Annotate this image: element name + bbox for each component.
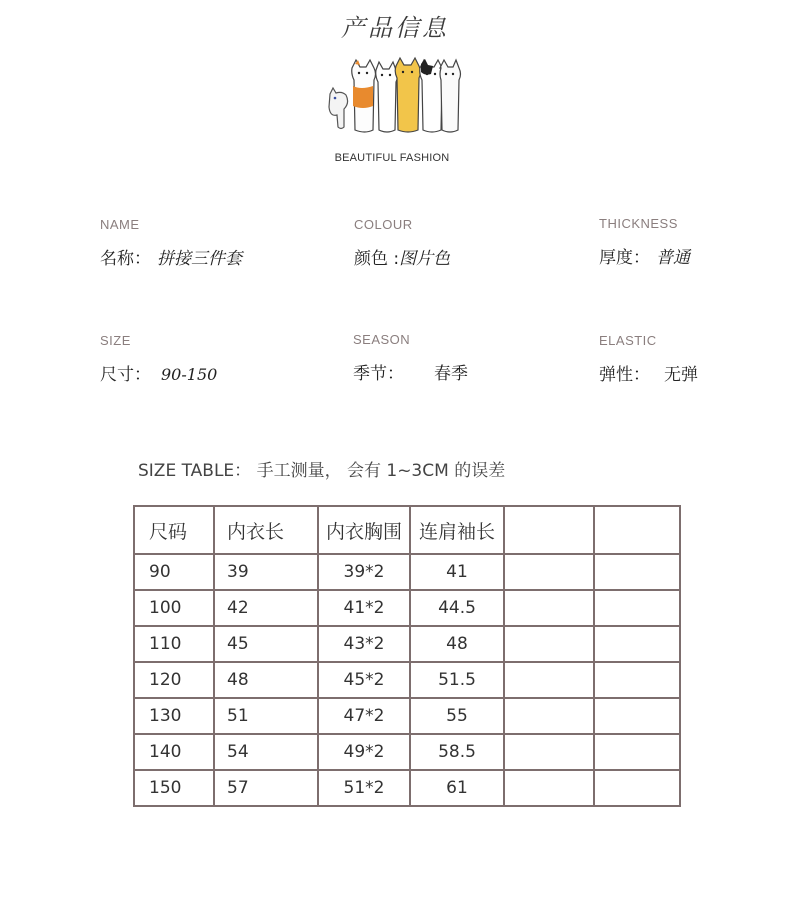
header-cell: 内衣胸围 [318, 506, 410, 554]
table-cell: 55 [410, 698, 504, 734]
info-colour-value: 图片色 [399, 249, 451, 269]
info-thickness-value: 普通 [656, 248, 690, 268]
table-cell: 140 [134, 734, 214, 770]
info-elastic [599, 333, 698, 385]
table-cell: 43*2 [318, 626, 410, 662]
table-row [134, 590, 680, 626]
header-cell [504, 506, 594, 554]
info-colour-key: 颜色 : [354, 249, 400, 269]
table-cell [504, 626, 594, 662]
table-cell: 100 [134, 590, 214, 626]
table-cell: 44.5 [410, 590, 504, 626]
info-name-label: NAME [100, 217, 140, 232]
table-cell [594, 770, 680, 806]
table-cell [594, 554, 680, 590]
info-thickness-label: THICKNESS [599, 216, 678, 231]
table-cell [594, 662, 680, 698]
table-cell [594, 590, 680, 626]
table-row [134, 626, 680, 662]
page-title: 产品信息 [341, 14, 449, 42]
info-name-key: 名称： [100, 249, 151, 269]
table-cell [504, 554, 594, 590]
table-cell: 51 [214, 698, 318, 734]
size-table [133, 505, 681, 807]
table-cell [504, 590, 594, 626]
table-cell: 110 [134, 626, 214, 662]
table-row [134, 770, 680, 806]
info-size-value: 90-150 [161, 365, 218, 384]
table-cell: 51*2 [318, 770, 410, 806]
header-cell [594, 506, 680, 554]
info-colour [354, 217, 450, 269]
info-colour-label: COLOUR [354, 217, 413, 232]
info-size [100, 333, 217, 385]
header-cell: 连肩袖长 [410, 506, 504, 554]
info-name-value: 拼接三件套 [157, 249, 242, 269]
info-thickness-key: 厚度： [599, 248, 650, 268]
table-row [134, 734, 680, 770]
brand-logo [322, 56, 462, 168]
table-cell: 42 [214, 590, 318, 626]
table-cell: 150 [134, 770, 214, 806]
table-cell: 41 [410, 554, 504, 590]
table-cell: 54 [214, 734, 318, 770]
header-cell: 内衣长 [214, 506, 318, 554]
table-cell [504, 662, 594, 698]
cats-illustration-icon [322, 56, 462, 148]
table-cell: 57 [214, 770, 318, 806]
table-cell: 48 [410, 626, 504, 662]
table-cell: 39*2 [318, 554, 410, 590]
info-name [100, 217, 242, 269]
size-table-header-row [134, 506, 680, 554]
table-cell [504, 770, 594, 806]
table-cell: 130 [134, 698, 214, 734]
table-cell: 51.5 [410, 662, 504, 698]
table-cell [504, 698, 594, 734]
header-cell: 尺码 [134, 506, 214, 554]
table-cell [594, 734, 680, 770]
info-elastic-key: 弹性： [599, 365, 650, 385]
table-cell: 47*2 [318, 698, 410, 734]
table-row [134, 698, 680, 734]
logo-text: BEAUTIFUL FASHION [334, 152, 450, 164]
table-cell: 41*2 [318, 590, 410, 626]
table-cell: 39 [214, 554, 318, 590]
table-cell [504, 734, 594, 770]
table-cell: 49*2 [318, 734, 410, 770]
table-cell: 61 [410, 770, 504, 806]
table-cell: 45 [214, 626, 318, 662]
table-cell [594, 626, 680, 662]
info-season [353, 332, 468, 384]
info-season-label: SEASON [353, 332, 411, 347]
table-row [134, 662, 680, 698]
table-cell [594, 698, 680, 734]
table-cell: 48 [214, 662, 318, 698]
info-elastic-label: ELASTIC [599, 333, 657, 348]
size-table-caption: SIZE TABLE： 手工测量， 会有 1~3CM 的误差 [138, 461, 506, 481]
table-cell: 120 [134, 662, 214, 698]
table-cell: 58.5 [410, 734, 504, 770]
info-size-key: 尺寸： [100, 365, 151, 385]
info-thickness [599, 216, 690, 268]
info-size-label: SIZE [100, 333, 131, 348]
info-season-key: 季节： [353, 364, 404, 384]
info-elastic-value: 无弹 [664, 365, 698, 385]
info-season-value: 春季 [434, 364, 468, 384]
table-cell: 90 [134, 554, 214, 590]
table-cell: 45*2 [318, 662, 410, 698]
table-row [134, 554, 680, 590]
